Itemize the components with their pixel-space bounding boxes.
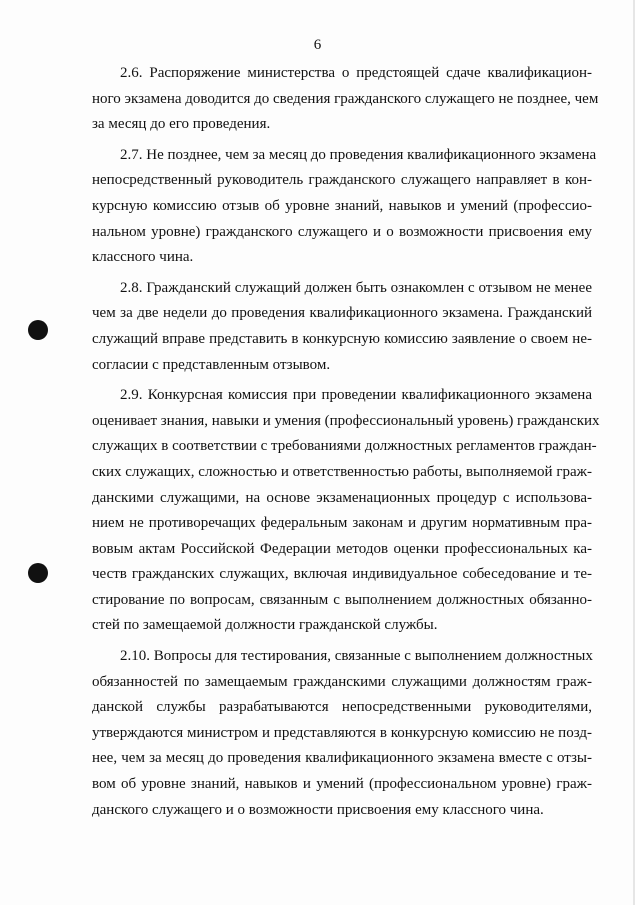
paragraph-2-6 [92, 61, 599, 138]
paragraph-line: данского служащего и о возможности присвоения ему классного чина. [92, 801, 544, 818]
paragraph-line: нальном уровне) гражданского служащего и о возможности присвоения ему [92, 223, 592, 240]
paragraph-2-10 [92, 644, 592, 823]
paragraph-line: курсную комиссию отзыв об уровне знаний, навыков и умений (профессио- [92, 197, 592, 214]
paragraph-line: 2.6. Распоряжение министерства о предстоящей сдаче квалификацион- [120, 65, 592, 81]
paragraph-line: 2.10. Вопросы для тестирования, связанные с выполнением должностных [120, 648, 593, 665]
paragraph-line: нее, чем за месяц до проведения квалификационного экзамена вместе с отзы- [92, 750, 592, 767]
paragraph-2-9 [92, 383, 600, 639]
paragraph-line: за месяц до его проведения. [92, 116, 271, 133]
paragraph-line: 2.9. Конкурсная комиссия при проведении квалификационного экзамена [120, 387, 592, 404]
paragraph-line: вовым актам Российской Федерации методов оценки профессиональных ка- [92, 540, 592, 557]
paragraph-line: 2.7. Не позднее, чем за месяц до проведения квалификационного экзамена [120, 146, 597, 163]
paragraph-line: 2.8. Гражданский служащий должен быть ознакомлен с отзывом не менее [120, 279, 592, 296]
paragraph-line: оценивает знания, навыки и умения (профессиональный уровень) гражданских [92, 412, 600, 429]
paragraph-line: обязанностей по замещаемым гражданскими служащими должностям граж- [92, 673, 592, 690]
paragraph-line: чем за две недели до проведения квалификационного экзамена. Гражданский [92, 305, 592, 322]
paragraph-line: классного чина. [92, 249, 194, 266]
paragraph-line: нием не противоречащих федеральным законам и другим нормативным пра- [92, 515, 592, 532]
punch-hole-bottom [28, 563, 48, 583]
paragraph-line: согласии с представленным отзывом. [92, 356, 331, 373]
paragraph-line: непосредственный руководитель гражданского служащего направляет в кон- [92, 172, 592, 189]
paragraph-line: данскими служащими, на основе экзаменационных процедур с использова- [92, 489, 592, 506]
paragraph-2-7 [92, 143, 597, 271]
paragraph-line: стей по замещаемой должности гражданской службы. [92, 617, 438, 634]
paragraph-line: стирование по вопросам, связанным с выполнением должностных обязанно- [92, 591, 592, 608]
paragraph-line: служащих в соответствии с требованиями должностных регламентов граждан- [92, 438, 597, 455]
paragraph-line: вом об уровне знаний, навыков и умений (профессиональном уровне) граж- [92, 776, 592, 793]
paragraph-2-8 [92, 276, 592, 378]
paragraph-line: данской службы разрабатываются непосредственными руководителями, [92, 699, 592, 716]
paragraph-line: утверждаются министром и представляются в конкурсную комиссию не позд- [92, 724, 592, 741]
paragraph-line: честв гражданских служащих, включая индивидуальное собеседование и те- [92, 566, 592, 583]
paragraph-line: ного экзамена доводится до сведения гражданского служащего не позднее, чем [92, 90, 599, 107]
paragraph-line: служащий вправе представить в конкурсную комиссию заявление о своем не- [92, 330, 592, 347]
document-body [92, 61, 600, 828]
punch-hole-top [28, 320, 48, 340]
paragraph-line: ских служащих, сложностью и ответственностью работы, выполняемой граж- [92, 463, 592, 480]
page-number: 6 [313, 37, 322, 53]
